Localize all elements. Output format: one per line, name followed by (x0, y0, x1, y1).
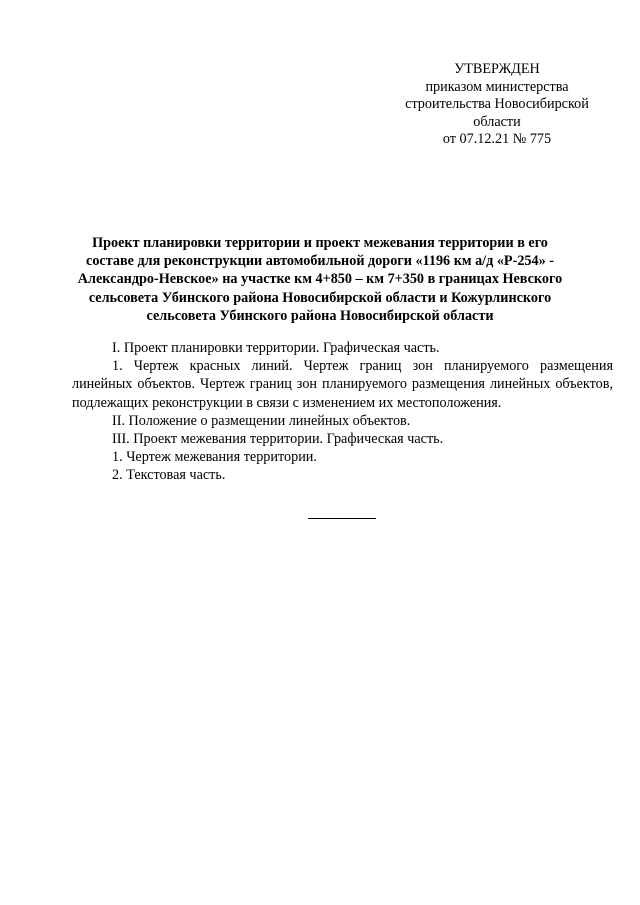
contents-item: 1. Чертеж межевания территории. (112, 449, 317, 466)
approval-line: области (473, 113, 521, 130)
approval-line: строительства Новосибирской (405, 96, 589, 112)
title-line: сельсовета Убинского района Новосибирской области и Кожурлинского (88, 289, 552, 306)
title-line: Александро-Невское» на участке км 4+850 – км 7+350 в границах Невского (77, 271, 563, 288)
contents-item: 1. Чертеж красных линий. Чертеж границ зон планируемого размещения линейных объектов. Чертеж границ зон планируемого размещения линейных объектов, подлежащих реконструкции в связи с изменением их местоположения. (72, 358, 613, 411)
contents-section: I. Проект планировки территории. Графическая часть. (112, 340, 440, 356)
contents-item: 2. Текстовая часть. (112, 467, 226, 484)
approval-heading: УТВЕРЖДЕН (454, 61, 540, 77)
contents-list (72, 339, 613, 485)
title-line: Проект планировки территории и проект межевания территории в его (92, 235, 548, 251)
contents-section: III. Проект межевания территории. Графическая часть. (112, 431, 444, 448)
title-line: сельсовета Убинского района Новосибирской области (146, 307, 494, 324)
title-line: составе для реконструкции автомобильной дороги «1196 км а/д «Р-254» - (86, 253, 554, 270)
approval-line: приказом министерства (425, 78, 569, 95)
approval-date-number: от 07.12.21 № 775 (442, 131, 552, 147)
contents-section: II. Положение о размещении линейных объектов. (112, 412, 411, 429)
end-divider (308, 518, 376, 519)
document-title (72, 234, 568, 325)
approval-stamp (388, 61, 606, 149)
